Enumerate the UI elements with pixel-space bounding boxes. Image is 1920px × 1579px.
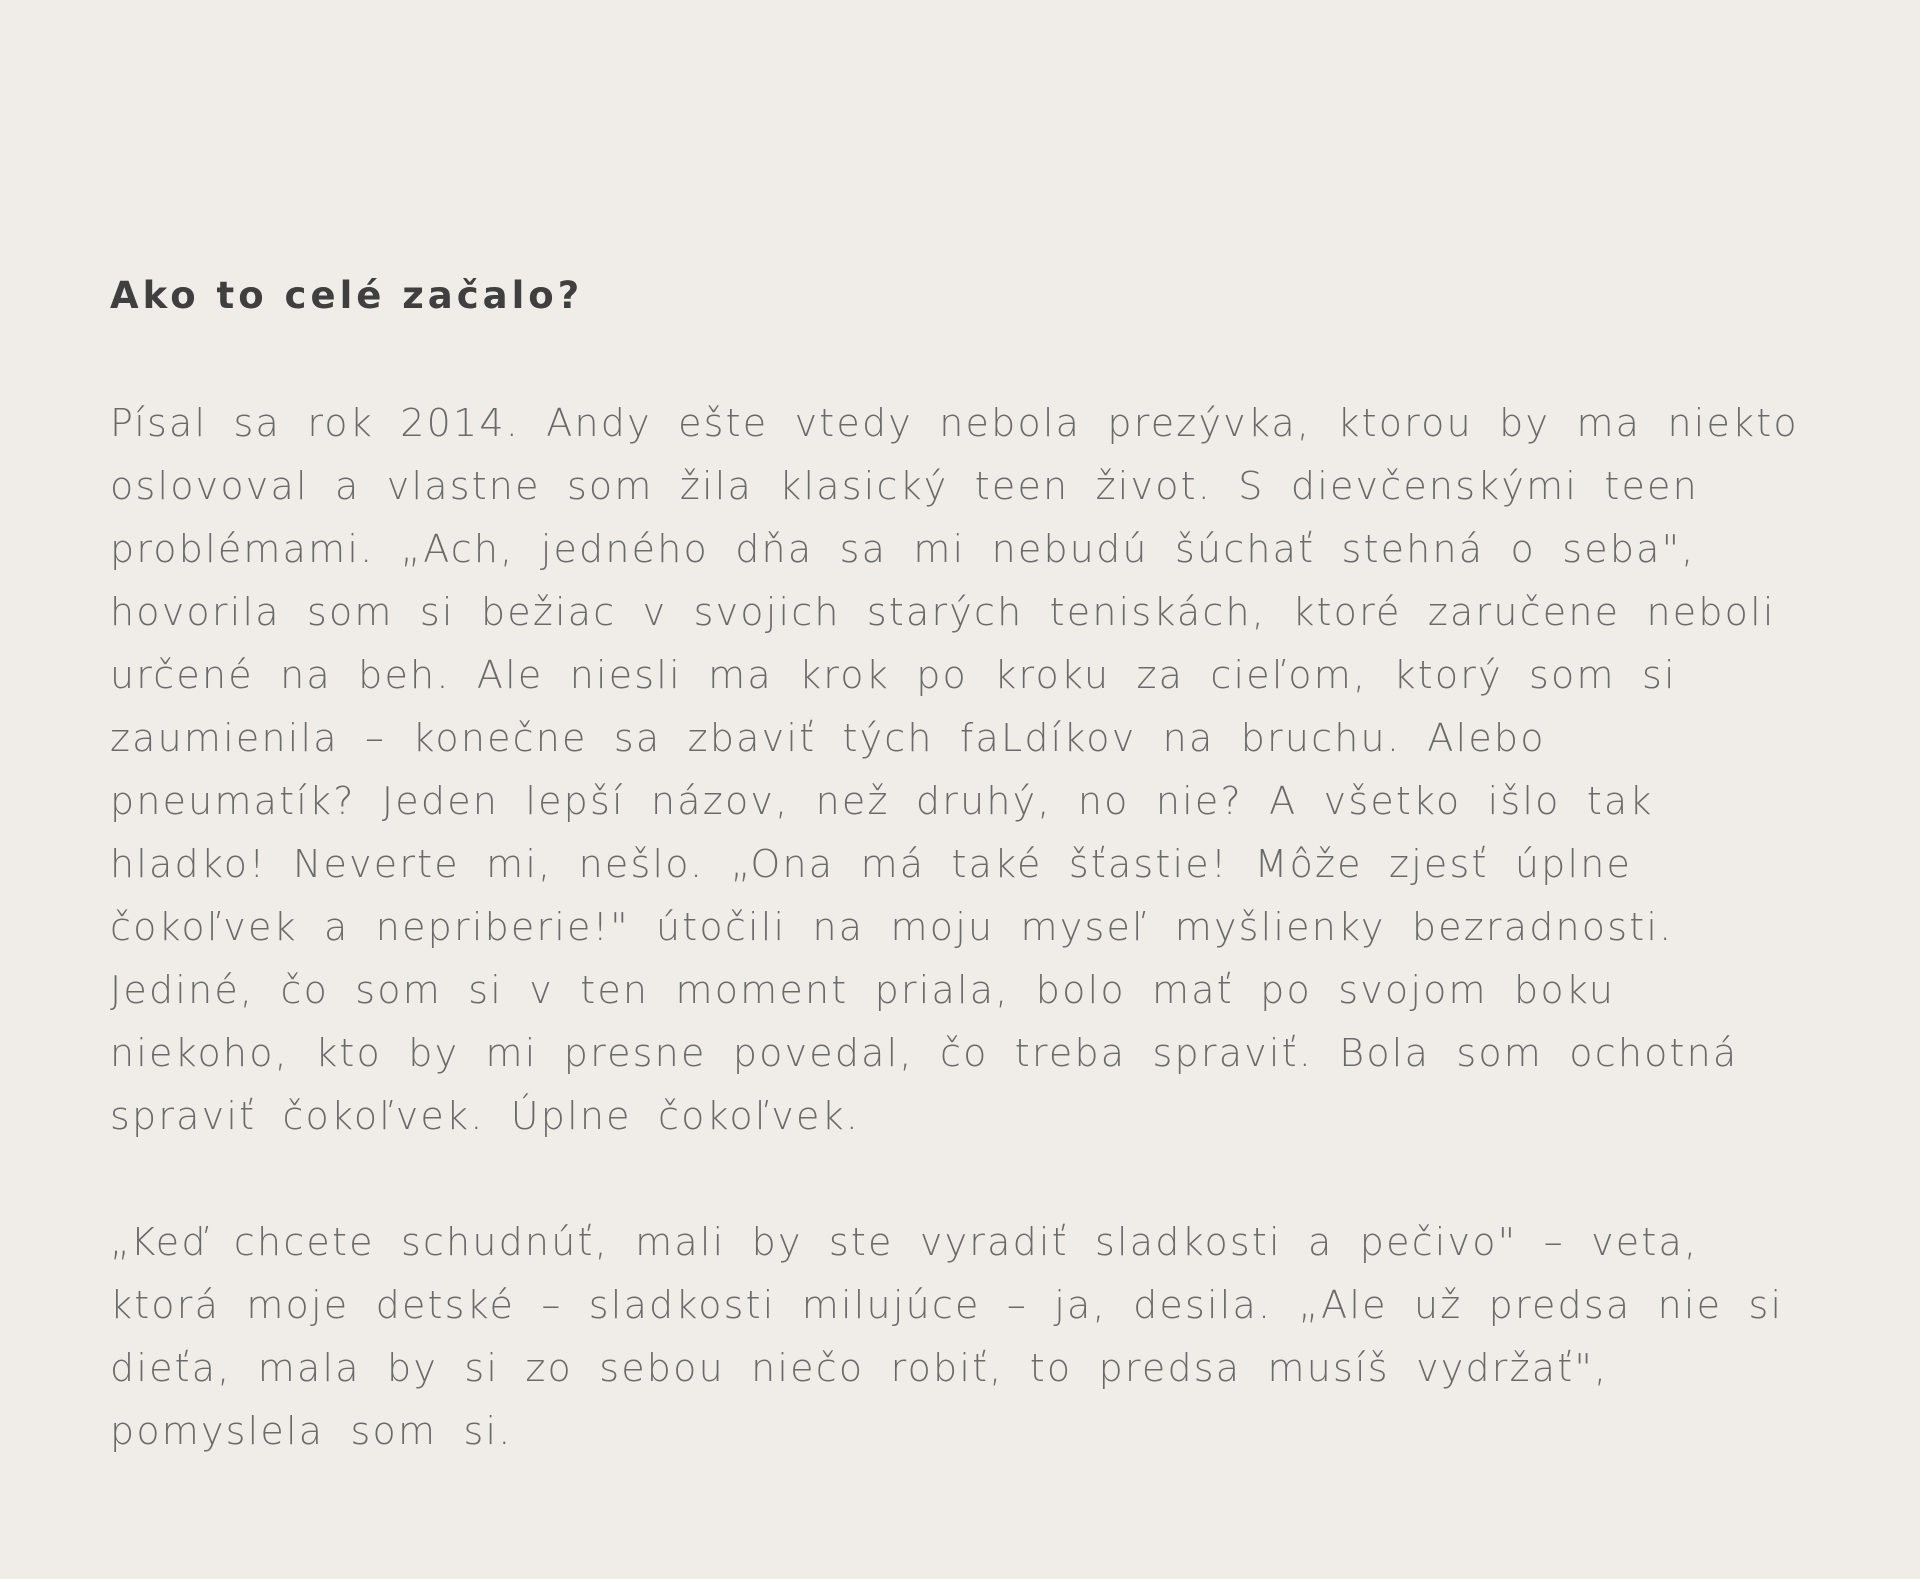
article-heading: Ako to celé začalo? [110,274,584,317]
article-paragraph-1: Písal sa rok 2014. Andy ešte vtedy nebola prezývka, ktorou by ma niekto oslovoval a vlastne som žila klasický teen život. S dievčenskými teen problémami. „Ach, jedného dňa sa mi nebudú šúchať stehná o seba", hovorila som si bežiac v svojich starých teniskách, ktoré zaručene neboli určené na beh. Ale niesli ma krok po kroku za cieľom, ktorý som si zaumienila – konečne sa zbaviť tých faLdíkov na bruchu. Alebo pneumatík? Jeden lepší názov, než druhý, no nie? A všetko išlo tak hladko! Neverte mi, nešlo. „Ona má také šťastie! Môže zjesť úplne čokoľvek a nepriberie!" útočili na moju myseľ myšlienky bezradnosti. Jediné, čo som si v ten moment priala, bolo mať po svojom boku niekoho, kto by mi presne povedal, čo treba spraviť. Bola som ochotná spraviť čokoľvek. Úplne čokoľvek. [110,401,1799,1138]
article [110,270,1810,1463]
article-paragraph-2: „Keď chcete schudnúť, mali by ste vyradiť sladkosti a pečivo" – veta, ktorá moje detské – sladkosti milujúce – ja, desila. „Ale už predsa nie si dieťa, mala by si zo sebou niečo robiť, to predsa musíš vydržať", pomyslela som si. [110,1220,1784,1453]
